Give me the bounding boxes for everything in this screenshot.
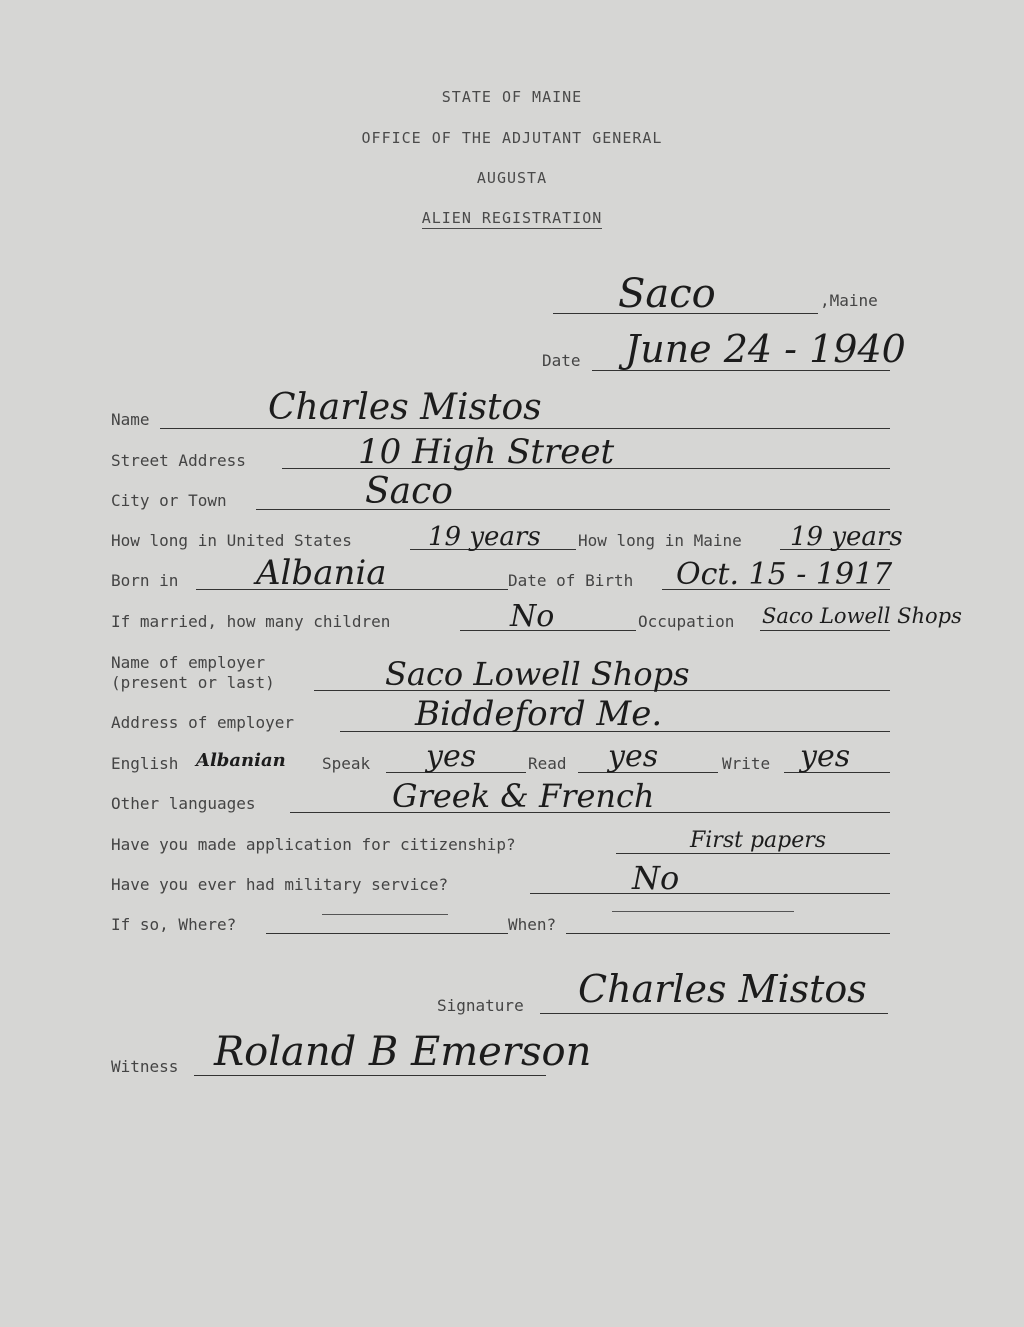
us-duration-value: 19 years — [428, 522, 541, 552]
header-state: STATE OF MAINE — [441, 88, 583, 106]
speak-value: yes — [426, 739, 477, 774]
state-label: ,Maine — [820, 291, 878, 310]
header-title — [0, 209, 1024, 227]
occupation-line — [760, 630, 890, 631]
write-label: Write — [722, 754, 771, 773]
form-title: ALIEN REGISTRATION — [421, 209, 603, 227]
employer-address-value: Biddeford Me. — [415, 694, 663, 734]
signature-label: Signature — [437, 996, 524, 1015]
name-value: Charles Mistos — [268, 387, 542, 428]
us-duration-label: How long in United States — [111, 531, 352, 550]
citizenship-label: Have you made application for citizenship? — [111, 835, 516, 854]
children-value: No — [510, 599, 555, 634]
other-languages-label: Other languages — [111, 794, 256, 813]
city-label: City or Town — [111, 491, 227, 510]
occupation-label: Occupation — [638, 612, 735, 631]
born-label: Born in — [111, 571, 179, 590]
signature-value: Charles Mistos — [578, 967, 867, 1011]
when-dash — [612, 911, 794, 912]
english-value: Albanian — [196, 750, 286, 771]
english-label: English — [111, 754, 179, 773]
other-languages-value: Greek & French — [392, 777, 655, 815]
town-value: Saco — [618, 271, 716, 317]
occupation-value: Saco Lowell Shops — [762, 604, 962, 628]
date-label: Date — [542, 351, 581, 370]
city-value: Saco — [365, 471, 453, 512]
read-label: Read — [528, 754, 567, 773]
witness-label: Witness — [111, 1057, 179, 1076]
signature-line — [540, 1013, 888, 1014]
military-label: Have you ever had military service? — [111, 875, 449, 894]
born-value: Albania — [256, 553, 387, 593]
children-label: If married, how many children — [111, 612, 391, 631]
date-value: June 24 - 1940 — [625, 327, 906, 371]
military-value: No — [632, 859, 680, 897]
employer-address-label: Address of employer — [111, 713, 295, 732]
name-line — [160, 428, 890, 429]
header-city: AUGUSTA — [476, 169, 548, 187]
citizenship-line — [616, 853, 890, 854]
speak-label: Speak — [322, 754, 371, 773]
employer-label-line1: Name of employer — [111, 653, 266, 672]
employer-value: Saco Lowell Shops — [385, 655, 690, 693]
witness-value: Roland B Emerson — [214, 1029, 592, 1075]
header-office: OFFICE OF THE ADJUTANT GENERAL — [361, 129, 663, 147]
dob-value: Oct. 15 - 1917 — [676, 557, 893, 592]
name-label: Name — [111, 410, 150, 429]
read-value: yes — [608, 739, 659, 774]
write-value: yes — [800, 739, 851, 774]
street-value: 10 High Street — [358, 432, 615, 472]
where-line — [266, 933, 508, 934]
where-label: If so, Where? — [111, 915, 237, 934]
where-dash — [322, 914, 448, 915]
witness-line — [194, 1075, 546, 1076]
when-line — [566, 933, 890, 934]
maine-duration-value: 19 years — [790, 522, 903, 552]
street-label: Street Address — [111, 451, 246, 470]
citizenship-value: First papers — [690, 828, 827, 853]
military-line — [530, 893, 890, 894]
city-line — [256, 509, 890, 510]
maine-duration-label: How long in Maine — [578, 531, 742, 550]
when-label: When? — [508, 915, 557, 934]
dob-label: Date of Birth — [508, 571, 634, 590]
employer-label-line2: (present or last) — [111, 673, 275, 692]
